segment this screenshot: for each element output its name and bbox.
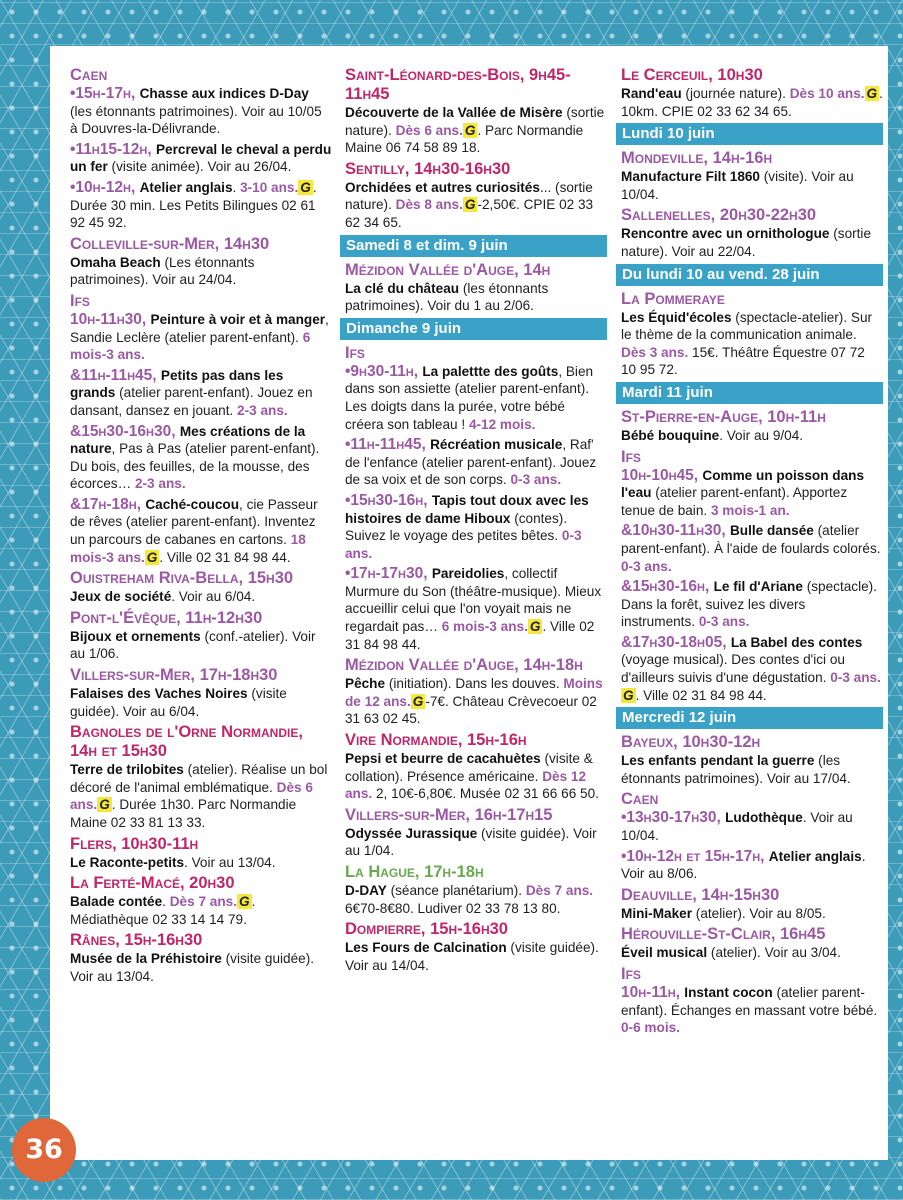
event-title: Bijoux et ornements bbox=[70, 628, 201, 644]
event-description: , Raf' de l'enfance (atelier parent-enfant). Jouez de sa voix et de son corps. bbox=[345, 437, 597, 488]
event-title: Le fil d'Ariane bbox=[713, 579, 803, 595]
location-heading: Saint-Léonard-des-Bois, 9h45-11h45 bbox=[345, 66, 571, 103]
event-details: -7€. Château Crèvecoeur 02 31 63 02 45. bbox=[345, 693, 597, 727]
event-time: &15h30-16h30, bbox=[70, 422, 180, 440]
event-details: 2, 10€-6,80€. Musée 02 31 66 66 50. bbox=[372, 786, 599, 802]
event-description: (visite guidée). Voir au 13/04. bbox=[70, 951, 315, 984]
event-time: •11h15-12h, bbox=[70, 140, 156, 158]
event-entry bbox=[70, 496, 332, 566]
event-title: Atelier anglais bbox=[768, 848, 862, 864]
event-description: (les étonnants patrimoines). Voir au 10/05 à Douvres-la-Délivrande. bbox=[70, 103, 322, 137]
event-title: Mini-Maker bbox=[621, 905, 693, 921]
event-entry bbox=[70, 141, 332, 176]
event-title: D-DAY bbox=[345, 883, 387, 898]
event-title: Balade contée bbox=[70, 894, 163, 910]
date-header: Samedi 8 et dim. 9 juin bbox=[340, 235, 607, 257]
event-description: . bbox=[232, 179, 241, 195]
age-range: 6 mois-3 ans. bbox=[70, 329, 311, 363]
event-description: . Voir au 10/04. bbox=[621, 810, 853, 844]
event-details: . Durée 30 min. Les Petits Bilingues 02 61 92 45 92. bbox=[70, 179, 317, 231]
event-time: •15h30-16h, bbox=[345, 491, 432, 509]
event-description: (atelier). Voir au 8/05. bbox=[692, 905, 826, 921]
location-heading: Pont-l'Évêque, 11h-12h30 bbox=[70, 608, 263, 627]
event-description: (sortie nature). bbox=[345, 105, 605, 138]
event-time: •11h-11h45, bbox=[345, 436, 431, 454]
age-range: 0-3 ans. bbox=[621, 558, 672, 574]
event-time: 10h-10h45, bbox=[621, 466, 703, 484]
event-title: Découverte de la Vallée de Misère bbox=[345, 105, 563, 120]
free-badge: G bbox=[866, 86, 878, 101]
free-badge: G bbox=[239, 894, 250, 910]
agenda-column-1 bbox=[70, 66, 332, 989]
event-title: Odyssée Jurassique bbox=[345, 825, 478, 841]
event-time: 10h-11h30, bbox=[70, 310, 151, 328]
event-title: Caché-coucou bbox=[145, 496, 240, 512]
event-title: Bulle dansée bbox=[729, 523, 814, 539]
event-entry bbox=[345, 436, 607, 489]
event-description: . Voir au 13/04. bbox=[184, 854, 276, 870]
event-description: (les étonnants patrimoines). Voir du 1 au 2/06. bbox=[345, 280, 549, 314]
event-title: Rencontre avec un ornithologue bbox=[621, 226, 830, 242]
event-title: Bébé bouquine bbox=[621, 427, 720, 443]
date-header: Mercredi 12 juin bbox=[616, 707, 883, 729]
event-description: , Bien dans son assiette (atelier parent-enfant). Les doigts dans la purée, votre bébé créera son tableau ! bbox=[345, 363, 594, 432]
event-entry bbox=[621, 634, 883, 704]
age-range: 18 mois-3 ans. bbox=[70, 532, 306, 565]
age-range: 0-3 ans. bbox=[830, 670, 881, 686]
event-description: (initiation). Dans les douves. bbox=[385, 676, 564, 692]
event-entry bbox=[621, 848, 883, 883]
event-description: . bbox=[162, 894, 170, 910]
event-details: 15€. Théâtre Équestre 07 72 10 95 72. bbox=[621, 344, 865, 378]
event-entry bbox=[70, 588, 332, 606]
event-entry bbox=[345, 492, 607, 562]
age-range: 0-3 ans. bbox=[510, 472, 562, 488]
event-details: . 10km. CPIE 02 33 62 34 65. bbox=[621, 86, 883, 119]
age-range: 3 mois-1 an. bbox=[710, 502, 790, 518]
age-range: Dès 3 ans. bbox=[621, 344, 689, 360]
page-content bbox=[50, 46, 888, 1160]
age-range: 3-10 ans. bbox=[240, 179, 299, 195]
event-description: (visite). Voir au 10/04. bbox=[621, 169, 854, 202]
location-heading: Sallenelles, 20h30-22h30 bbox=[621, 206, 817, 225]
event-details: . Ville 02 31 84 98 44. bbox=[159, 549, 291, 565]
event-title: Atelier anglais bbox=[139, 179, 233, 195]
event-description: ... (sortie nature). bbox=[345, 179, 593, 213]
location-heading: Caen bbox=[621, 790, 659, 809]
event-time: &10h30-11h30, bbox=[621, 522, 730, 540]
event-title: Les enfants pendant la guerre bbox=[621, 753, 815, 769]
location-heading: Caen bbox=[70, 66, 108, 84]
event-description: . Voir au 8/06. bbox=[621, 848, 866, 882]
event-title: Instant cocon bbox=[684, 985, 773, 1000]
event-entry bbox=[345, 675, 607, 728]
event-entry bbox=[621, 168, 883, 203]
event-entry bbox=[345, 280, 607, 315]
location-heading: Rânes, 15h-16h30 bbox=[70, 931, 203, 950]
event-description: (atelier parent-enfant). Jouez en dansant, dansez en jouant. bbox=[70, 385, 313, 418]
location-heading: Villers-sur-Mer, 17h-18h30 bbox=[70, 666, 278, 685]
event-entry bbox=[621, 309, 883, 379]
event-details: . Ville 02 31 84 98 44. bbox=[635, 687, 767, 703]
event-entry bbox=[70, 311, 332, 364]
event-description: (visite guidée). Voir au 1/04. bbox=[345, 825, 597, 859]
event-description: (atelier parent-enfant). Apportez tenue de bain. bbox=[621, 485, 848, 518]
event-description: . Voir au 6/04. bbox=[171, 589, 256, 605]
event-entry bbox=[70, 685, 332, 720]
event-description: (séance planétarium). bbox=[386, 883, 526, 898]
event-entry bbox=[70, 85, 332, 138]
agenda-column-2 bbox=[345, 66, 607, 977]
event-description: (atelier parent-enfant). À l'aide de foulards colorés. bbox=[621, 523, 881, 556]
event-entry bbox=[345, 179, 607, 232]
free-badge: G bbox=[464, 122, 476, 138]
event-title: Pêche bbox=[345, 676, 386, 692]
event-details: . Durée 1h30. Parc Normandie Maine 02 33 81 13 33. bbox=[70, 797, 297, 830]
location-heading: Ifs bbox=[621, 447, 641, 466]
event-entry bbox=[345, 104, 607, 157]
event-entry bbox=[70, 367, 332, 420]
location-heading: La Pommeraye bbox=[621, 289, 725, 308]
location-heading: Le Cerceuil, 10h30 bbox=[621, 66, 763, 84]
event-entry bbox=[621, 905, 883, 923]
location-heading: Mondeville, 14h-16h bbox=[621, 149, 773, 168]
location-heading: Dompierre, 15h-16h30 bbox=[345, 920, 508, 939]
event-details: . Parc Normandie Maine 06 74 58 89 18. bbox=[345, 122, 584, 156]
location-heading: Hérouville-St-Clair, 16h45 bbox=[621, 925, 826, 944]
event-title: Pepsi et beurre de cacahuètes bbox=[345, 751, 541, 767]
event-entry bbox=[70, 423, 332, 493]
event-entry bbox=[345, 363, 607, 433]
age-range: Dès 7 ans. bbox=[169, 894, 237, 910]
event-description: (visite guidée). Voir au 14/04. bbox=[345, 940, 599, 973]
location-heading: Ifs bbox=[621, 965, 641, 983]
age-range: Dès 6 ans. bbox=[395, 122, 463, 138]
event-description: , Pas à Pas (atelier parent-enfant). Du bois, des feuilles, de la mousse, des écorces… bbox=[70, 441, 320, 492]
age-range: 2-3 ans. bbox=[237, 402, 288, 418]
event-entry bbox=[621, 427, 883, 445]
event-description: (spectacle-atelier). Sur le thème de la communication animale. bbox=[621, 309, 873, 343]
age-range: 6 mois-3 ans. bbox=[441, 619, 528, 635]
event-description: (voyage musical). Des contes d'ici ou d'ailleurs suivis d'une dégustation. bbox=[621, 652, 845, 686]
age-range: 2-3 ans. bbox=[134, 476, 186, 492]
event-entry bbox=[345, 825, 607, 860]
event-time: &17h30-18h05, bbox=[621, 633, 731, 651]
event-entry bbox=[621, 578, 883, 631]
event-description: (conf.-atelier). Voir au 1/06. bbox=[70, 628, 316, 662]
event-description: (atelier). Réalise un bol décoré de l'animal emblématique. bbox=[70, 762, 328, 795]
event-description: (atelier). Voir au 3/04. bbox=[707, 945, 841, 961]
event-title: Petits pas dans les grands bbox=[70, 367, 284, 401]
location-heading: Colleville-sur-Mer, 14h30 bbox=[70, 234, 270, 253]
event-entry bbox=[345, 939, 607, 974]
location-heading: Flers, 10h30-11h bbox=[70, 834, 199, 853]
event-entry bbox=[70, 179, 332, 232]
event-time: •10h-12h et 15h-17h, bbox=[621, 847, 769, 865]
event-description: (contes). Suivez le voyage des petites bêtes. bbox=[345, 510, 568, 544]
location-heading: Mézidon Vallée d'Auge, 14h-18h bbox=[345, 656, 583, 675]
event-details: -2,50€. CPIE 02 33 62 34 65. bbox=[345, 197, 594, 230]
free-badge: G bbox=[529, 619, 541, 635]
event-description: (journée nature). bbox=[681, 86, 790, 101]
event-title: Éveil musical bbox=[621, 945, 708, 961]
event-description: . Voir au 9/04. bbox=[719, 427, 804, 443]
age-range: Dès 6 ans. bbox=[70, 779, 313, 813]
age-range: Dès 7 ans. bbox=[525, 883, 594, 898]
age-range: 0-3 ans. bbox=[345, 528, 582, 561]
event-entry bbox=[345, 565, 607, 653]
event-entry bbox=[621, 944, 883, 962]
event-title: Rand'eau bbox=[621, 86, 682, 101]
event-entry bbox=[345, 882, 607, 917]
event-details: . Médiathèque 02 33 14 14 79. bbox=[70, 894, 256, 927]
age-range: Dès 12 ans. bbox=[345, 768, 587, 802]
event-description: (spectacle). Dans la forêt, suivez les divers instruments. bbox=[621, 579, 877, 630]
location-heading: Vire Normandie, 15h-16h bbox=[345, 731, 527, 750]
age-range: 0-6 mois. bbox=[621, 1020, 680, 1036]
event-description: , collectif Murmure du Son (théâtre-musique). Mieux accueillir celui que l'on voyait mais ne regardait pas… bbox=[345, 566, 602, 635]
event-title: Mes créations de la nature bbox=[70, 423, 306, 457]
location-heading: Sentilly, 14h30-16h30 bbox=[345, 159, 511, 178]
agenda-column-3 bbox=[621, 66, 883, 1040]
event-title: La clé du château bbox=[345, 280, 460, 296]
event-title: Ludothèque bbox=[725, 810, 803, 826]
location-heading: Mézidon Vallée d'Auge, 14h bbox=[345, 260, 551, 279]
event-time: •17h-17h30, bbox=[345, 565, 432, 583]
event-time: &17h-18h, bbox=[70, 495, 146, 513]
event-description: (les étonnants patrimoines). Voir au 17/04. bbox=[621, 753, 851, 786]
event-title: Omaha Beach bbox=[70, 254, 161, 270]
event-title: La palettte des goûts bbox=[422, 363, 559, 379]
location-heading: Bayeux, 10h30-12h bbox=[621, 733, 761, 752]
location-heading: Bagnoles de l'Orne Normandie, 14h et 15h30 bbox=[70, 723, 303, 761]
event-title: Peinture à voir et à manger bbox=[150, 311, 326, 327]
location-heading: La Hague, 17h-18h bbox=[345, 863, 484, 881]
free-badge: G bbox=[99, 797, 110, 813]
date-header: Du lundi 10 au vend. 28 juin bbox=[616, 264, 883, 286]
age-range: 0-3 ans. bbox=[698, 614, 750, 630]
location-heading: Ifs bbox=[70, 291, 90, 310]
free-badge: G bbox=[464, 197, 476, 213]
event-title: Récréation musicale bbox=[430, 437, 563, 453]
event-time: &15h30-16h, bbox=[621, 578, 714, 596]
age-range: Moins de 12 ans. bbox=[345, 676, 603, 709]
location-heading: La Ferté-Macé, 20h30 bbox=[70, 874, 235, 893]
event-description: (atelier parent-enfant). Échanges en massant votre bébé. bbox=[621, 985, 878, 1018]
event-entry bbox=[70, 893, 332, 928]
free-badge: G bbox=[146, 549, 158, 565]
event-title: Les Fours de Calcination bbox=[345, 940, 507, 956]
event-description: , cie Passeur de rêves (atelier parent-enfant). Inventez un parcours de cabanes en cartons. bbox=[70, 496, 318, 548]
event-entry bbox=[621, 467, 883, 520]
event-time: &11h-11h45, bbox=[70, 366, 161, 384]
event-entry bbox=[70, 254, 332, 289]
event-entry bbox=[621, 752, 883, 787]
event-description: (Les étonnants patrimoines). Voir au 24/04. bbox=[70, 254, 255, 288]
event-title: Tapis tout doux avec les histoires de dame Hiboux bbox=[345, 492, 589, 526]
event-title: Terre de trilobites bbox=[70, 762, 184, 778]
event-title: Jeux de société bbox=[70, 589, 172, 605]
free-badge: G bbox=[300, 179, 311, 195]
event-description: (visite animée). Voir au 26/04. bbox=[107, 159, 292, 175]
event-entry bbox=[621, 809, 883, 844]
free-badge: G bbox=[623, 687, 634, 703]
event-time: •10h-12h, bbox=[70, 178, 140, 196]
free-badge: G bbox=[412, 693, 424, 709]
event-title: Musée de la Préhistoire bbox=[70, 951, 222, 967]
event-entry bbox=[621, 522, 883, 575]
location-heading: St-Pierre-en-Auge, 10h-11h bbox=[621, 407, 826, 426]
date-header: Dimanche 9 juin bbox=[340, 318, 607, 340]
location-heading: Ouistreham Riva-Bella, 15h30 bbox=[70, 569, 294, 588]
event-title: La Babel des contes bbox=[730, 634, 863, 650]
event-title: Falaises des Vaches Noires bbox=[70, 686, 248, 702]
location-heading: Deauville, 14h-15h30 bbox=[621, 885, 780, 904]
event-time: 10h-11h, bbox=[621, 984, 685, 1001]
event-entry bbox=[70, 628, 332, 663]
event-title: Chasse aux indices D-Day bbox=[139, 86, 309, 101]
event-entry bbox=[621, 225, 883, 260]
event-entry bbox=[621, 85, 883, 120]
event-title: Percreval le cheval a perdu un fer bbox=[70, 141, 332, 175]
event-details: . Ville 02 31 84 98 44. bbox=[345, 619, 595, 652]
event-entry bbox=[70, 761, 332, 831]
event-time: •9h30-11h, bbox=[345, 362, 423, 380]
event-entry bbox=[621, 984, 883, 1037]
date-header: Mardi 11 juin bbox=[616, 382, 883, 404]
age-range: Dès 8 ans. bbox=[395, 197, 463, 213]
event-description: (visite & collation). Présence américaine. bbox=[345, 751, 593, 784]
event-description: (visite guidée). Voir au 6/04. bbox=[70, 686, 287, 719]
event-details: 6€70-8€80. Ludiver 02 33 78 13 80. bbox=[345, 900, 561, 916]
event-title: Pareidolies bbox=[431, 566, 505, 582]
page-number: 36 bbox=[12, 1118, 76, 1182]
event-title: Les Équid'écoles bbox=[621, 309, 732, 325]
location-heading: Villers-sur-Mer, 16h-17h15 bbox=[345, 805, 553, 824]
event-time: •13h30-17h30, bbox=[621, 809, 726, 827]
event-time: •15h-17h, bbox=[70, 85, 140, 102]
event-entry bbox=[70, 854, 332, 872]
event-entry bbox=[70, 950, 332, 985]
event-description: , Sandie Leclère (atelier parent-enfant). bbox=[70, 311, 329, 345]
event-title: Le Raconte-petits bbox=[70, 854, 185, 870]
age-range: Dès 10 ans. bbox=[789, 86, 865, 101]
date-header: Lundi 10 juin bbox=[616, 123, 883, 145]
event-title: Comme un poisson dans l'eau bbox=[621, 467, 865, 501]
event-title: Manufacture Filt 1860 bbox=[621, 169, 760, 185]
event-description: (sortie nature). Voir au 22/04. bbox=[621, 226, 872, 259]
location-heading: Ifs bbox=[345, 343, 365, 362]
event-entry bbox=[345, 750, 607, 803]
event-title: Orchidées et autres curiosités bbox=[345, 179, 540, 195]
age-range: 4-12 mois. bbox=[468, 416, 536, 432]
